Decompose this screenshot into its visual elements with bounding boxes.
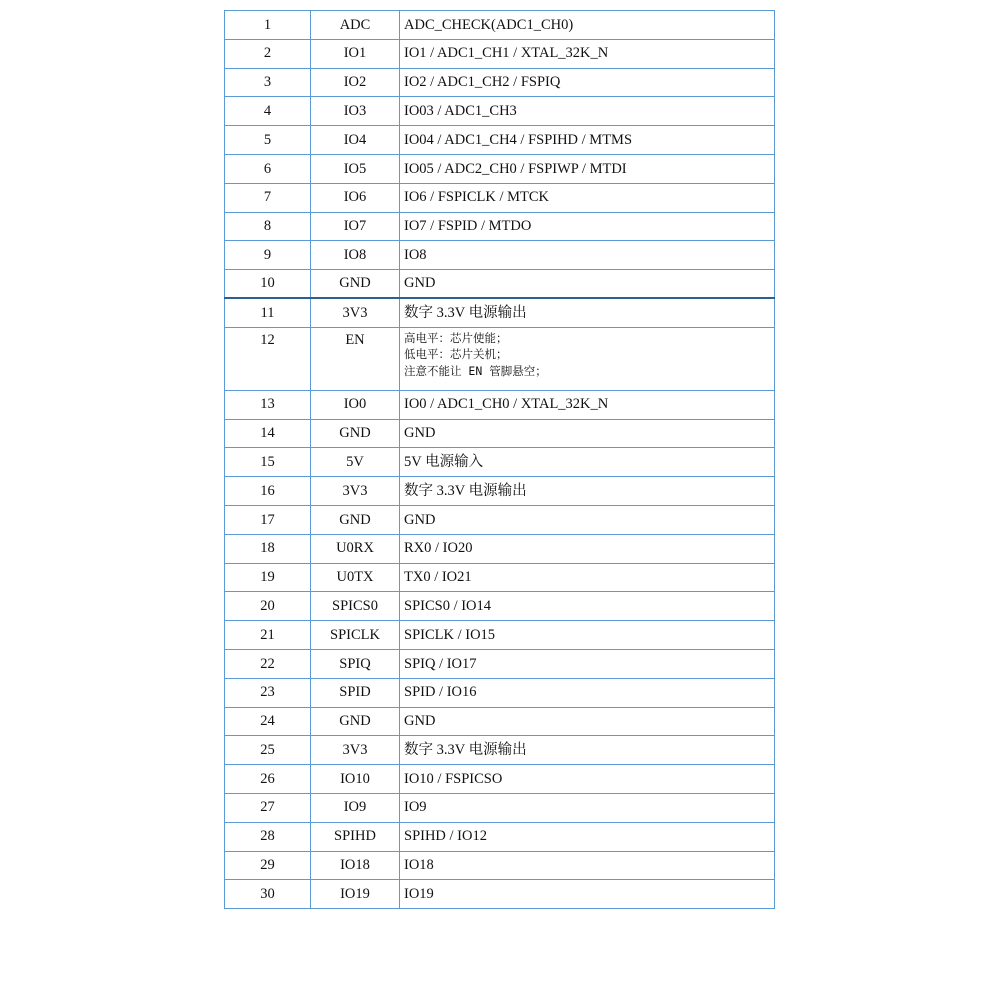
pin-function-line: 注意不能让 EN 管脚悬空； [404,364,547,379]
pin-function-line: GND [404,511,436,528]
pin-name: GND [311,505,400,534]
pin-row [225,39,775,68]
pin-name: IO9 [311,793,400,822]
pin-number: 29 [225,851,311,880]
pin-row [225,793,775,822]
pin-function [400,97,775,126]
pin-function-line: IO19 [404,885,434,902]
pin-number: 11 [225,298,311,327]
pin-row [225,270,775,299]
pin-number: 8 [225,212,311,241]
pin-number: 13 [225,390,311,419]
pin-function-line: IO6 / FSPICLK / MTCK [404,189,550,206]
pin-number: 24 [225,707,311,736]
pin-name: IO2 [311,68,400,97]
pin-function [400,327,775,390]
pin-function [400,270,775,299]
pin-number: 10 [225,270,311,299]
pin-number: 7 [225,183,311,212]
pin-number: 1 [225,11,311,40]
pin-function-line: SPIQ / IO17 [404,655,477,672]
pin-row [225,298,775,327]
pin-function [400,736,775,765]
pin-function [400,563,775,592]
pin-name: SPIQ [311,649,400,678]
pin-function [400,592,775,621]
pin-name: 3V3 [311,477,400,506]
pin-function [400,154,775,183]
pin-number: 22 [225,649,311,678]
pin-function-line: IO0 / ADC1_CH0 / XTAL_32K_N [404,396,609,413]
pin-row [225,649,775,678]
pin-row [225,241,775,270]
pin-function-line: IO8 [404,246,427,263]
pin-function-line: IO05 / ADC2_CH0 / FSPIWP / MTDI [404,160,627,177]
pin-name: 5V [311,448,400,477]
pin-number: 16 [225,477,311,506]
pin-function-line: RX0 / IO20 [404,540,473,557]
pin-number: 21 [225,621,311,650]
pin-function-line: 数字 3.3V 电源输出 [404,741,527,758]
pin-name: EN [311,327,400,390]
pin-number: 6 [225,154,311,183]
pin-function [400,851,775,880]
pin-row [225,621,775,650]
pin-function-line: GND [404,713,436,730]
pin-function-line: 高电平：芯片使能； [404,330,508,345]
pin-function [400,880,775,909]
pin-name: IO3 [311,97,400,126]
pin-number: 14 [225,419,311,448]
pin-number: 27 [225,793,311,822]
pin-row [225,563,775,592]
pin-row [225,183,775,212]
pin-row [225,678,775,707]
pin-row [225,505,775,534]
pin-function-line: IO7 / FSPID / MTDO [404,218,532,235]
pin-name: IO6 [311,183,400,212]
pin-name: IO1 [311,39,400,68]
pin-name: SPICLK [311,621,400,650]
pin-name: IO18 [311,851,400,880]
pin-row [225,448,775,477]
pin-function-line: 数字 3.3V 电源输出 [404,304,527,321]
pin-name: IO4 [311,126,400,155]
pin-row [225,880,775,909]
pin-name: IO10 [311,765,400,794]
pin-function [400,183,775,212]
pin-function-line: 5V 电源输入 [404,453,484,470]
pin-function [400,419,775,448]
pin-name: SPID [311,678,400,707]
pin-row [225,592,775,621]
pin-function [400,505,775,534]
pin-function-line: 低电平：芯片关机； [404,347,508,362]
pin-number: 26 [225,765,311,794]
pin-name: IO0 [311,390,400,419]
pin-function [400,241,775,270]
pin-definition-table [224,10,775,909]
pin-row [225,390,775,419]
pin-number: 30 [225,880,311,909]
pin-function [400,212,775,241]
pin-name: 3V3 [311,298,400,327]
pin-function-line: IO03 / ADC1_CH3 [404,102,517,119]
pin-function-line: IO10 / FSPICSO [404,770,503,787]
pin-name: SPICS0 [311,592,400,621]
pin-name: GND [311,270,400,299]
pin-function-line: IO2 / ADC1_CH2 / FSPIQ [404,74,561,91]
pin-table-body [225,11,775,909]
pin-row [225,11,775,40]
pin-number: 25 [225,736,311,765]
pin-number: 4 [225,97,311,126]
pin-function-line: TX0 / IO21 [404,569,472,586]
pin-row [225,477,775,506]
pin-number: 3 [225,68,311,97]
pin-function [400,678,775,707]
pin-row [225,126,775,155]
pin-number: 17 [225,505,311,534]
pin-function [400,534,775,563]
pin-function-line: IO18 [404,857,434,874]
pin-function [400,477,775,506]
pin-name: SPIHD [311,822,400,851]
pin-number: 19 [225,563,311,592]
pin-function-line: 数字 3.3V 电源输出 [404,482,527,499]
pin-number: 23 [225,678,311,707]
pin-number: 2 [225,39,311,68]
pin-number: 15 [225,448,311,477]
pin-row [225,534,775,563]
pin-function [400,390,775,419]
pin-row [225,154,775,183]
pin-name: GND [311,707,400,736]
pin-name: IO8 [311,241,400,270]
pin-function-line: SPICS0 / IO14 [404,597,492,614]
pin-name: IO5 [311,154,400,183]
pin-row [225,212,775,241]
pin-number: 12 [225,327,311,390]
pin-row [225,707,775,736]
pin-function [400,765,775,794]
pin-function [400,39,775,68]
pin-function [400,11,775,40]
pin-row [225,97,775,126]
pin-function [400,298,775,327]
pin-function-line: SPICLK / IO15 [404,626,496,643]
pin-row [225,419,775,448]
pin-row [225,68,775,97]
pin-function-line: GND [404,275,436,292]
pin-number: 5 [225,126,311,155]
pin-function-line: IO9 [404,799,427,816]
pin-function [400,822,775,851]
pin-function-line: IO1 / ADC1_CH1 / XTAL_32K_N [404,45,609,62]
pin-function [400,649,775,678]
pin-function [400,126,775,155]
pin-function [400,448,775,477]
pin-number: 20 [225,592,311,621]
pin-name: 3V3 [311,736,400,765]
pin-name: ADC [311,11,400,40]
pin-function [400,621,775,650]
pin-row [225,851,775,880]
pin-function [400,707,775,736]
pin-row [225,822,775,851]
pin-number: 18 [225,534,311,563]
pin-function-line: ADC_CHECK(ADC1_CH0) [404,16,574,33]
pin-name: GND [311,419,400,448]
pin-function-line: IO04 / ADC1_CH4 / FSPIHD / MTMS [404,131,633,148]
pin-row [225,327,775,390]
pin-name: IO19 [311,880,400,909]
pin-number: 9 [225,241,311,270]
pin-function [400,68,775,97]
pin-row [225,765,775,794]
pin-name: U0RX [311,534,400,563]
pin-name: IO7 [311,212,400,241]
pin-function-line: SPIHD / IO12 [404,828,487,845]
pin-row [225,736,775,765]
pin-number: 28 [225,822,311,851]
pin-function-line: GND [404,425,436,442]
pin-function [400,793,775,822]
pin-function-line: SPID / IO16 [404,684,477,701]
pin-name: U0TX [311,563,400,592]
